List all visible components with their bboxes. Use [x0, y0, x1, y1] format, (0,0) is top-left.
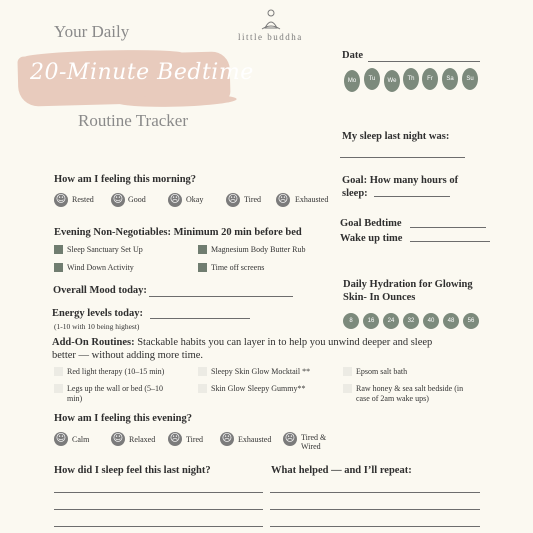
- checkbox-mocktail[interactable]: [198, 367, 207, 376]
- checkbox-honey[interactable]: [343, 384, 352, 393]
- tired-wired-face-icon[interactable]: ☹: [284, 433, 296, 444]
- item-red-light: Red light therapy (10–15 min): [67, 367, 165, 376]
- date-line[interactable]: [368, 61, 480, 62]
- item-honey: Raw honey & sea salt bedside (in: [356, 384, 464, 393]
- tired-face-icon[interactable]: ☹: [227, 194, 239, 205]
- sleep-feel-label: How did I sleep feel this last night?: [54, 465, 211, 476]
- addon-desc: Stackable habits you can layer in to help you unwind deeper and sleep: [137, 337, 433, 348]
- date-label: Date: [342, 50, 363, 61]
- script-title: 20-Minute Bedtime: [30, 60, 254, 85]
- checkbox-magnesium[interactable]: [198, 245, 207, 254]
- hydration-16[interactable]: 16: [363, 313, 379, 329]
- hydration-40[interactable]: 40: [423, 313, 439, 329]
- item-magnesium: Magnesium Body Butter Rub: [211, 245, 306, 254]
- sleep-last-night-line[interactable]: [340, 157, 465, 158]
- brand-name: little buddha: [238, 32, 303, 42]
- helped-line-1[interactable]: [270, 492, 480, 493]
- mood-label: Overall Mood today:: [53, 285, 147, 296]
- goal-bedtime-label: Goal Bedtime: [340, 218, 402, 229]
- hydration-48[interactable]: 48: [443, 313, 459, 329]
- mood-line[interactable]: [149, 296, 293, 297]
- non-negotiables-label: Evening Non-Negotiables: Minimum 20 min before bed: [54, 227, 302, 238]
- item-legs-up: Legs up the wall or bed (5–10: [67, 384, 163, 393]
- calm-face-icon[interactable]: ☺: [55, 433, 67, 444]
- goal-hours-line[interactable]: [374, 196, 450, 197]
- item-sanctuary: Sleep Sanctuary Set Up: [67, 245, 143, 254]
- energy-line[interactable]: [150, 318, 250, 319]
- tired-wired-label-2: Wired: [301, 442, 321, 451]
- rested-face-icon[interactable]: ☺: [55, 194, 67, 205]
- exhausted-face-icon[interactable]: ☹: [277, 194, 289, 205]
- okay-face-icon[interactable]: ☹: [169, 194, 181, 205]
- goal-hours-label: Goal: How many hours of: [342, 175, 459, 186]
- checkbox-legs-up[interactable]: [54, 384, 63, 393]
- sleep-last-night-label: My sleep last night was:: [342, 131, 450, 142]
- day-tu[interactable]: Tu: [364, 68, 380, 90]
- item-honey-2: case of 2am wake ups): [356, 394, 429, 403]
- sleep-feel-line-1[interactable]: [54, 492, 263, 493]
- exhausted-label: Exhausted: [295, 195, 329, 204]
- helped-line-3[interactable]: [270, 526, 480, 527]
- hydration-24[interactable]: 24: [383, 313, 399, 329]
- day-th[interactable]: Th: [403, 68, 419, 90]
- evening-exhausted-label: Exhausted: [238, 435, 272, 444]
- day-mo[interactable]: Mo: [344, 70, 360, 92]
- item-legs-up-2: min): [67, 394, 83, 403]
- checkbox-screens[interactable]: [198, 263, 207, 272]
- buddha-logo-icon: [259, 8, 283, 32]
- good-label: Good: [128, 195, 146, 204]
- evening-tired-face-icon[interactable]: ☹: [169, 433, 181, 444]
- day-su[interactable]: Su: [462, 68, 478, 90]
- item-mocktail: Sleepy Skin Glow Mocktail **: [211, 367, 311, 376]
- day-fr[interactable]: Fr: [422, 68, 438, 90]
- hydration-8[interactable]: 8: [343, 313, 359, 329]
- evening-exhausted-face-icon[interactable]: ☹: [221, 433, 233, 444]
- hydration-32[interactable]: 32: [403, 313, 419, 329]
- good-face-icon[interactable]: ☺: [112, 194, 124, 205]
- hydration-label: Daily Hydration for Glowing: [343, 279, 473, 290]
- evening-tired-label: Tired: [186, 435, 204, 444]
- hydration-56[interactable]: 56: [463, 313, 479, 329]
- calm-label: Calm: [72, 435, 90, 444]
- your-daily-heading: Your Daily: [54, 22, 130, 41]
- rested-label: Rested: [72, 195, 94, 204]
- tired-wired-label: Tired &: [301, 433, 327, 442]
- energy-label: Energy levels today:: [52, 308, 143, 319]
- item-epsom: Epsom salt bath: [356, 367, 408, 376]
- item-wind-down: Wind Down Activity: [67, 263, 134, 272]
- relaxed-label: Relaxed: [129, 435, 156, 444]
- checkbox-epsom[interactable]: [343, 367, 352, 376]
- item-gummy: Skin Glow Sleepy Gummy**: [211, 384, 306, 393]
- energy-note: (1-10 with 10 being highest): [54, 322, 140, 331]
- goal-bedtime-line[interactable]: [410, 227, 486, 228]
- okay-label: Okay: [186, 195, 204, 204]
- tired-label: Tired: [244, 195, 262, 204]
- morning-feeling-label: How am I feeling this morning?: [54, 174, 197, 185]
- checkbox-gummy[interactable]: [198, 384, 207, 393]
- addon-label: Add-On Routines:: [52, 337, 135, 348]
- wake-time-line[interactable]: [410, 241, 490, 242]
- wake-time-label: Wake up time: [340, 233, 403, 244]
- hydration-label-2: Skin- In Ounces: [343, 292, 416, 303]
- routine-tracker-subtitle: Routine Tracker: [78, 111, 189, 130]
- sleep-feel-line-3[interactable]: [54, 526, 263, 527]
- sleep-feel-line-2[interactable]: [54, 509, 263, 510]
- helped-label: What helped — and I’ll repeat:: [271, 465, 412, 476]
- addon-desc-2: better — without adding more time.: [52, 350, 204, 361]
- day-we[interactable]: We: [384, 70, 400, 92]
- goal-hours-label-2: sleep:: [342, 188, 368, 199]
- checkbox-red-light[interactable]: [54, 367, 63, 376]
- addon-heading: [52, 337, 432, 348]
- day-sa[interactable]: Sa: [442, 68, 458, 90]
- item-screens: Time off screens: [211, 263, 265, 272]
- helped-line-2[interactable]: [270, 509, 480, 510]
- evening-feeling-label: How am I feeling this evening?: [54, 413, 192, 424]
- relaxed-face-icon[interactable]: ☺: [112, 433, 124, 444]
- checkbox-wind-down[interactable]: [54, 263, 63, 272]
- checkbox-sanctuary[interactable]: [54, 245, 63, 254]
